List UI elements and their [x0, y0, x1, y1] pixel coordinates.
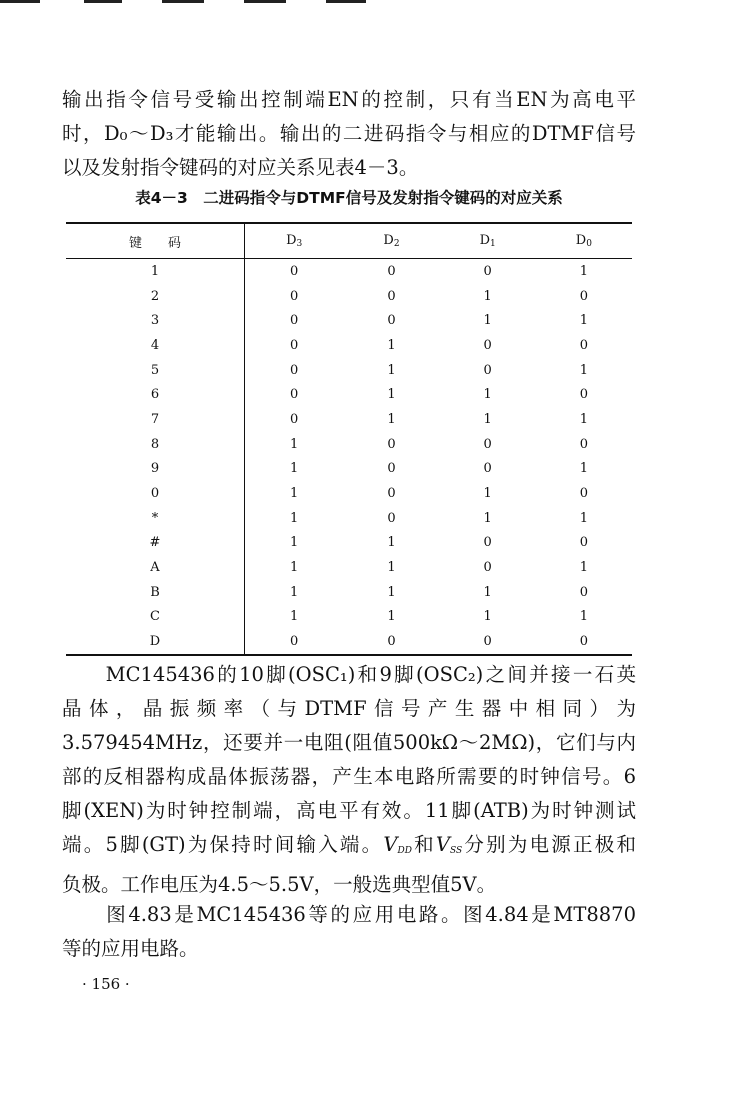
- body1-line: 晶体，晶振频率（与DTMF信号产生器中相同）为: [62, 697, 636, 720]
- cell-d0: 0: [579, 337, 589, 353]
- table-row: [66, 605, 632, 630]
- cell-d0: 0: [579, 486, 589, 502]
- cell-d2: 1: [387, 411, 396, 427]
- cell-d1: 1: [483, 510, 492, 526]
- cell-d2: 0: [387, 510, 396, 526]
- cell-d1: 1: [483, 288, 492, 304]
- cell-key: #: [66, 531, 245, 556]
- cell-d2: 0: [387, 288, 396, 304]
- table-row: [66, 481, 632, 506]
- cell-key: 4: [66, 333, 245, 358]
- body2-line: 图4.83是MC145436等的应用电路。图4.84是MT8870: [62, 903, 636, 926]
- intro-line: 以及发射指令键码的对应关系见表4－3。: [62, 156, 419, 179]
- table-row: [66, 284, 632, 309]
- top-rule-1: [0, 0, 40, 3]
- table-caption: 表4－3 二进码指令与DTMF信号及发射指令键码的对应关系: [135, 189, 563, 207]
- table-row: [66, 580, 632, 605]
- cell-d0: 0: [579, 634, 589, 650]
- intro-line: 输出指令信号受输出控制端EN的控制，只有当EN为高电平: [62, 88, 636, 111]
- table-row: [66, 333, 632, 358]
- table-row: [66, 531, 632, 556]
- code-table: [66, 222, 632, 656]
- cell-key: 0: [66, 481, 245, 506]
- cell-d3: 0: [290, 263, 299, 279]
- cell-d3: 1: [290, 609, 299, 625]
- top-rule-4: [244, 0, 286, 3]
- body1-line: 3.579454MHz，还要并一电阻(阻值500kΩ～2MΩ)，它们与内: [62, 731, 636, 754]
- cell-key: *: [66, 506, 245, 531]
- cell-d3: 1: [290, 560, 299, 576]
- table-row: [66, 629, 632, 655]
- body-paragraph-1: [62, 658, 636, 902]
- cell-d0: 0: [579, 584, 589, 600]
- cell-d1: 1: [483, 609, 492, 625]
- cell-d1: 0: [483, 263, 492, 279]
- cell-d1: 0: [483, 634, 492, 650]
- cell-d0: 0: [579, 387, 589, 403]
- cell-d0: 1: [579, 411, 589, 427]
- cell-d2: 1: [387, 584, 396, 600]
- cell-d2: 0: [387, 634, 396, 650]
- table-row: [66, 457, 632, 482]
- cell-d3: 1: [290, 535, 299, 551]
- top-rule-2: [84, 0, 122, 3]
- cell-d2: 1: [387, 362, 396, 378]
- cell-d2: 1: [387, 337, 396, 353]
- header-d1: $D_1$: [479, 233, 496, 249]
- intro-line: 时，D₀～D₃才能输出。输出的二进码指令与相应的DTMF信号: [62, 122, 636, 145]
- cell-d1: 0: [483, 362, 492, 378]
- cell-key: C: [66, 605, 245, 630]
- table-row: [66, 506, 632, 531]
- cell-d3: 0: [290, 288, 299, 304]
- cell-d2: 0: [387, 436, 396, 452]
- cell-d1: 1: [483, 313, 492, 329]
- cell-key: 8: [66, 432, 245, 457]
- cell-key: D: [66, 629, 245, 655]
- cell-key: A: [66, 555, 245, 580]
- header-d2: $D_2$: [383, 233, 400, 249]
- cell-d1: 0: [483, 436, 492, 452]
- table-row: [66, 308, 632, 333]
- cell-d2: 1: [387, 535, 396, 551]
- cell-d1: 0: [483, 461, 492, 477]
- cell-d0: 1: [579, 461, 589, 477]
- body2-line: 等的应用电路。: [62, 937, 199, 960]
- cell-d3: 0: [290, 362, 299, 378]
- top-rule-3: [162, 0, 204, 3]
- table-row: [66, 555, 632, 580]
- table-row: [66, 382, 632, 407]
- cell-d1: 1: [483, 387, 492, 403]
- cell-d3: 0: [290, 387, 299, 403]
- cell-key: B: [66, 580, 245, 605]
- header-key: 键 码: [66, 223, 245, 259]
- cell-d3: 1: [290, 584, 299, 600]
- cell-d1: 1: [483, 584, 492, 600]
- table-row: [66, 259, 632, 284]
- cell-d3: 1: [290, 486, 299, 502]
- table-header-row: [66, 223, 632, 259]
- header-d0: $D_0$: [575, 233, 592, 249]
- cell-d2: 0: [387, 461, 396, 477]
- cell-d2: 1: [387, 560, 396, 576]
- table-row: [66, 407, 632, 432]
- cell-d1: 0: [483, 337, 492, 353]
- cell-d3: 1: [290, 461, 299, 477]
- cell-key: 3: [66, 308, 245, 333]
- cell-d1: 0: [483, 560, 492, 576]
- header-d3: $D_3$: [286, 233, 303, 249]
- cell-d0: 1: [579, 263, 589, 279]
- cell-d2: 0: [387, 313, 396, 329]
- top-rule-5: [326, 0, 366, 3]
- cell-d0: 0: [579, 288, 589, 304]
- page-number: · 156 ·: [82, 975, 130, 993]
- body1-line: 脚(XEN)为时钟控制端，高电平有效。11脚(ATB)为时钟测试: [62, 799, 636, 822]
- body1-line: 负极。工作电压为4.5～5.5V，一般选典型值5V。: [62, 873, 497, 896]
- cell-d2: 0: [387, 263, 396, 279]
- cell-d0: 1: [579, 510, 589, 526]
- cell-key: 9: [66, 457, 245, 482]
- intro-paragraph: [62, 83, 636, 185]
- cell-d0: 1: [579, 313, 589, 329]
- cell-d1: 1: [483, 486, 492, 502]
- cell-d3: 0: [290, 634, 299, 650]
- cell-d2: 0: [387, 486, 396, 502]
- body1-line: 端。5脚(GT)为保持时间输入端。$V_{DD}$和$V_{SS}$分别为电源正极和: [62, 833, 636, 856]
- table-row: [66, 358, 632, 383]
- cell-key: 5: [66, 358, 245, 383]
- cell-d0: 1: [579, 362, 589, 378]
- table-row: [66, 432, 632, 457]
- cell-d3: 1: [290, 510, 299, 526]
- cell-d3: 0: [290, 313, 299, 329]
- cell-d0: 1: [579, 560, 589, 576]
- cell-d2: 1: [387, 609, 396, 625]
- cell-d1: 0: [483, 535, 492, 551]
- body1-line: MC145436的10脚(OSC₁)和9脚(OSC₂)之间并接一石英: [62, 663, 636, 686]
- cell-d3: 1: [290, 436, 299, 452]
- cell-d0: 1: [579, 609, 589, 625]
- body1-line: 部的反相器构成晶体振荡器，产生本电路所需要的时钟信号。6: [62, 765, 636, 788]
- cell-key: 2: [66, 284, 245, 309]
- body-paragraph-2: [62, 898, 636, 966]
- cell-d0: 0: [579, 535, 589, 551]
- cell-d3: 0: [290, 411, 299, 427]
- cell-key: 7: [66, 407, 245, 432]
- cell-d1: 1: [483, 411, 492, 427]
- cell-key: 6: [66, 382, 245, 407]
- cell-d2: 1: [387, 387, 396, 403]
- cell-d3: 0: [290, 337, 299, 353]
- cell-key: 1: [66, 259, 245, 284]
- cell-d0: 0: [579, 436, 589, 452]
